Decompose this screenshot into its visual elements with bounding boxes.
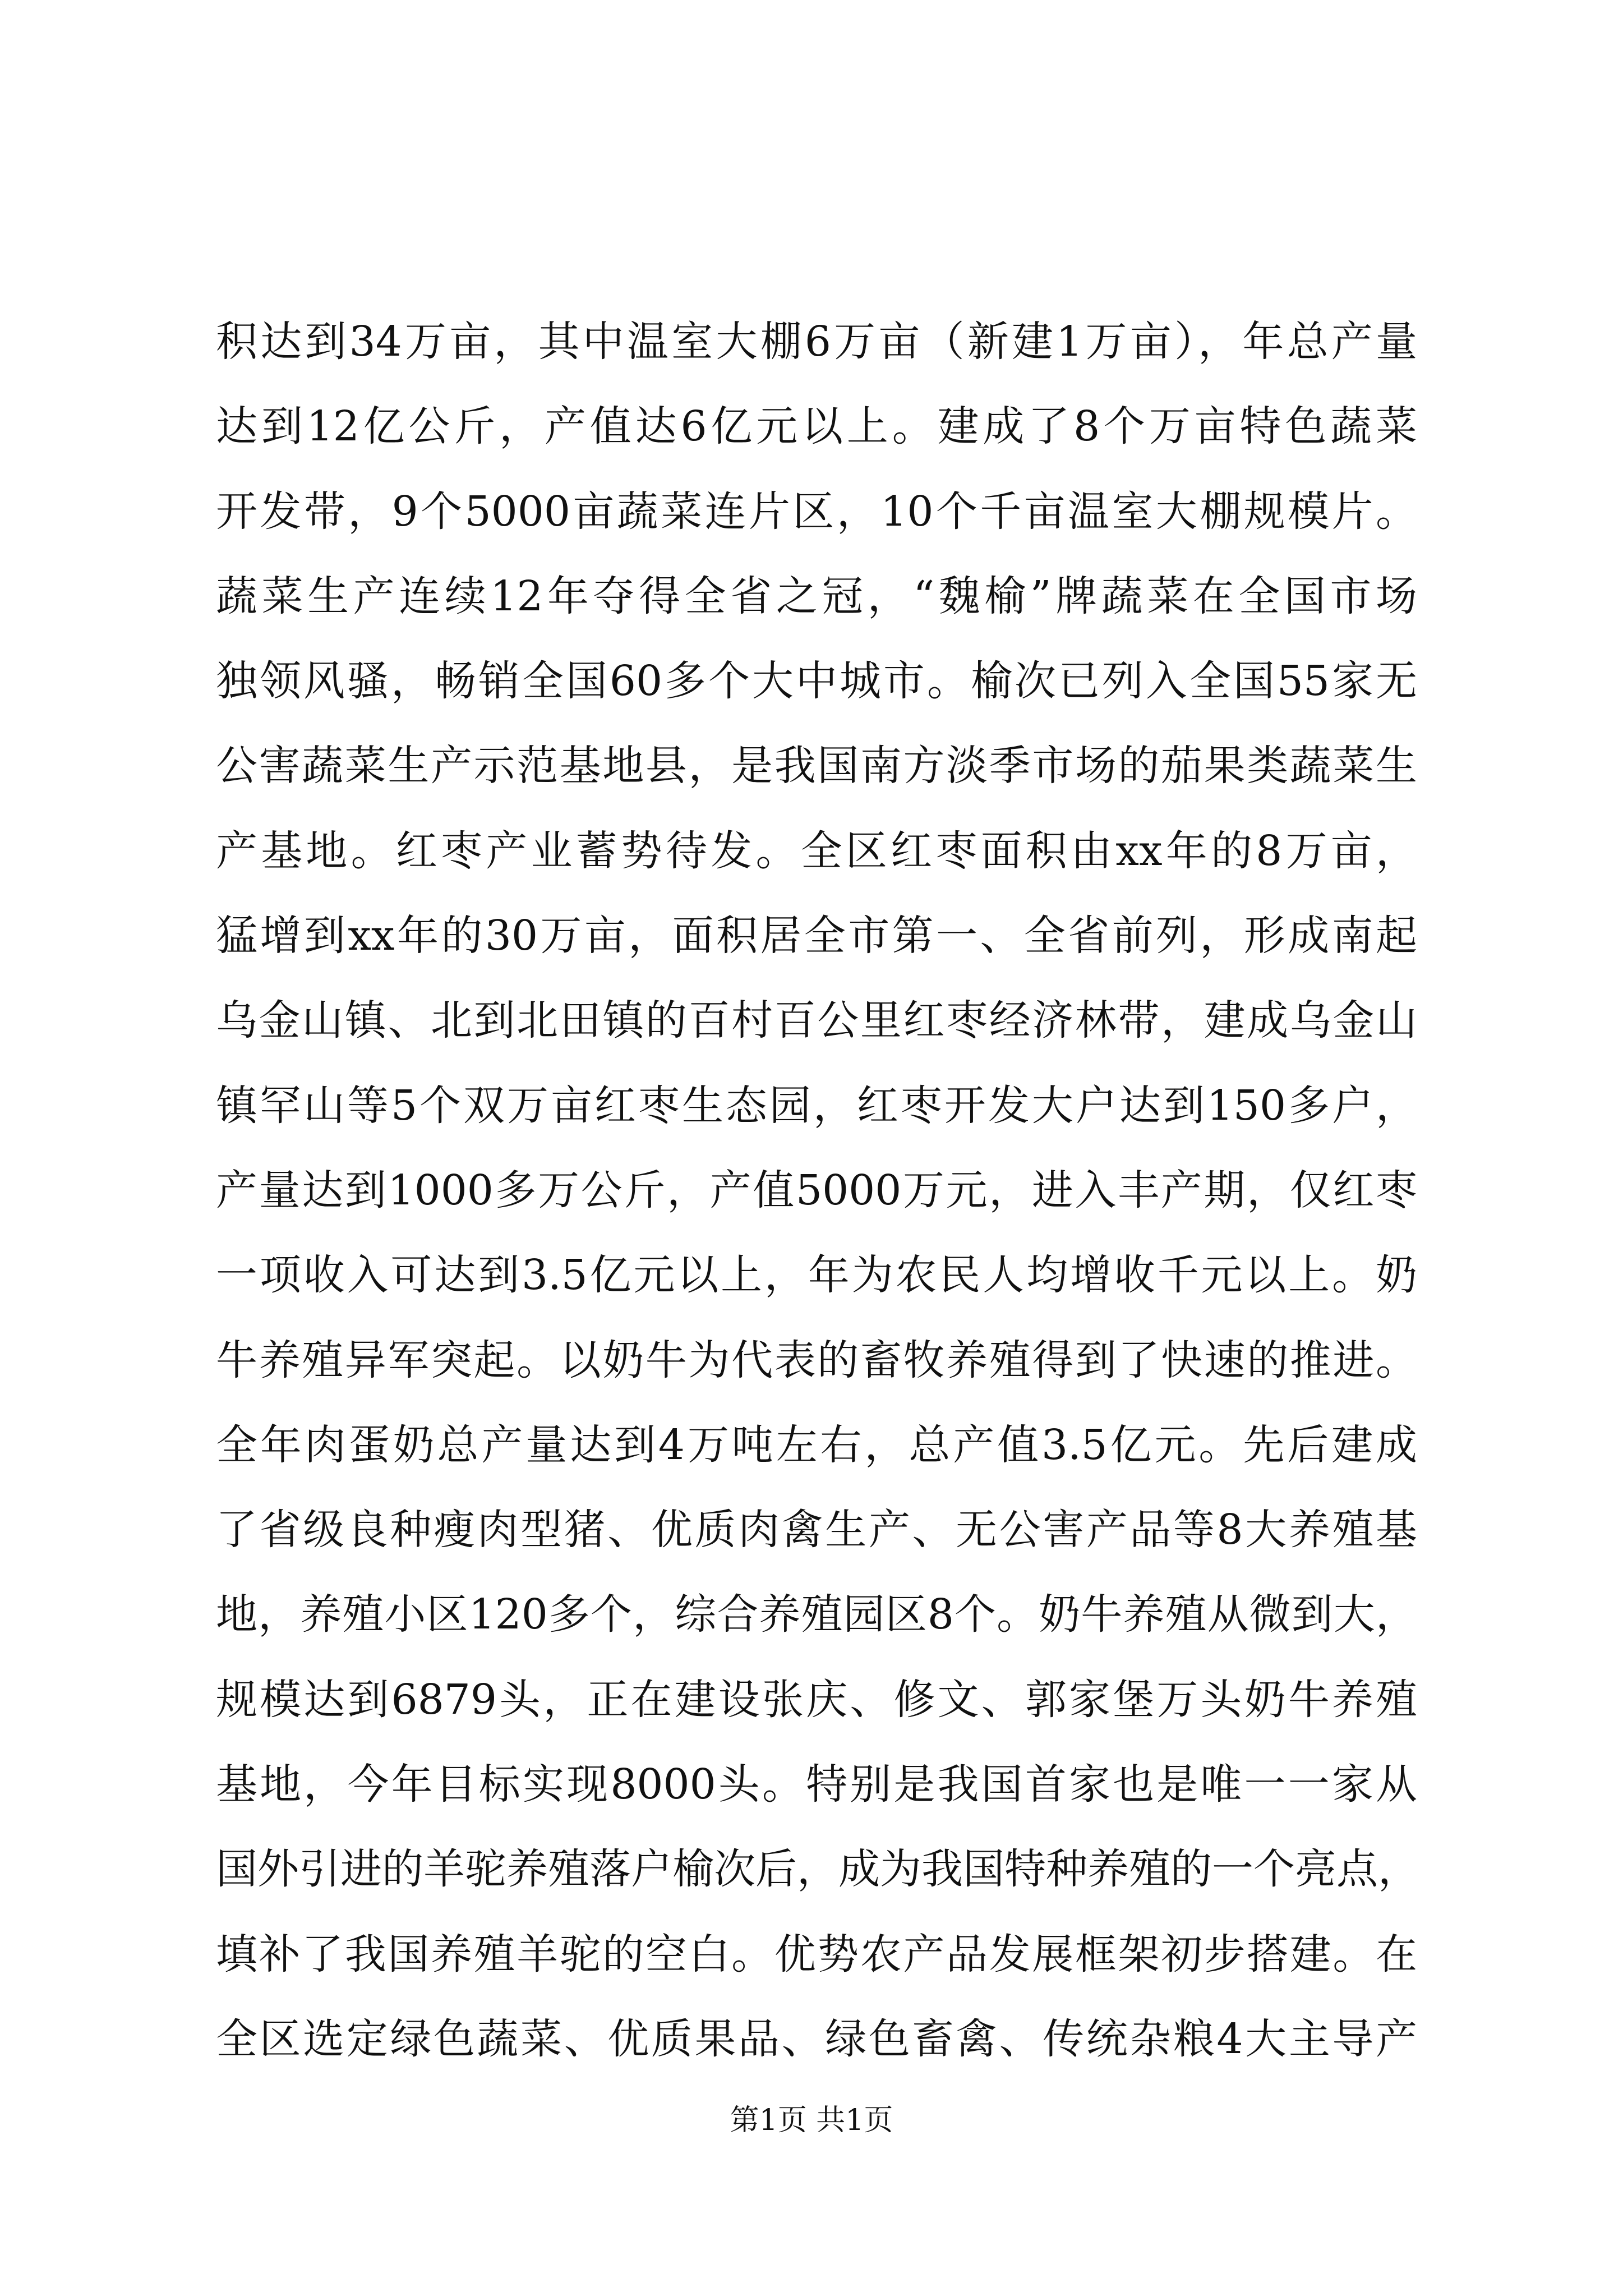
text-line: 开发带，9个5000亩蔬菜连片区，10个千亩温室大棚规模片。 — [216, 487, 1417, 536]
text-line: 牛养殖异军突起。以奶牛为代表的畜牧养殖得到了快速的推进。 — [216, 1336, 1417, 1384]
text-line: 全年肉蛋奶总产量达到4万吨左右，总产值3.5亿元。先后建成 — [216, 1420, 1417, 1469]
text-line: 填补了我国养殖羊驼的空白。优势农产品发展框架初步搭建。在 — [216, 1930, 1417, 1978]
text-line: 基地，今年目标实现8000头。特别是我国首家也是唯一一家从 — [216, 1760, 1417, 1809]
body-text — [216, 300, 1417, 2082]
text-line: 独领风骚，畅销全国60多个大中城市。榆次已列入全国55家无 — [216, 657, 1417, 706]
text-line: 产量达到1000多万公斤，产值5000万元，进入丰产期，仅红枣 — [216, 1166, 1417, 1214]
text-line: 镇罕山等5个双万亩红枣生态园，红枣开发大户达到150多户， — [216, 1081, 1417, 1130]
text-line: 一项收入可达到3.5亿元以上，年为农民人均增收千元以上。奶 — [216, 1251, 1417, 1300]
text-line: 全区选定绿色蔬菜、优质果品、绿色畜禽、传统杂粮4大主导产 — [216, 2014, 1417, 2063]
text-line: 产基地。红枣产业蓄势待发。全区红枣面积由xx年的8万亩， — [216, 826, 1417, 875]
text-line: 蔬菜生产连续12年夺得全省之冠，“魏榆”牌蔬菜在全国市场 — [216, 572, 1417, 620]
text-line: 公害蔬菜生产示范基地县，是我国南方淡季市场的茄果类蔬菜生 — [216, 742, 1417, 790]
page-footer: 第1页 共1页 — [730, 2104, 893, 2137]
text-line: 规模达到6879头，正在建设张庆、修文、郭家堡万头奶牛养殖 — [216, 1675, 1417, 1724]
text-line: 了省级良种瘦肉型猪、优质肉禽生产、无公害产品等8大养殖基 — [216, 1506, 1417, 1554]
text-line: 国外引进的羊驼养殖落户榆次后，成为我国特种养殖的一个亮点， — [216, 1845, 1419, 1894]
text-line: 达到12亿公斤，产值达6亿元以上。建成了8个万亩特色蔬菜 — [216, 402, 1417, 451]
text-line: 地，养殖小区120多个，综合养殖园区8个。奶牛养殖从微到大， — [216, 1590, 1417, 1639]
text-line: 猛增到xx年的30万亩，面积居全市第一、全省前列，形成南起 — [216, 912, 1417, 960]
text-line: 积达到34万亩，其中温室大棚6万亩（新建1万亩），年总产量 — [216, 318, 1417, 366]
text-line: 乌金山镇、北到北田镇的百村百公里红枣经济林带，建成乌金山 — [216, 996, 1417, 1045]
